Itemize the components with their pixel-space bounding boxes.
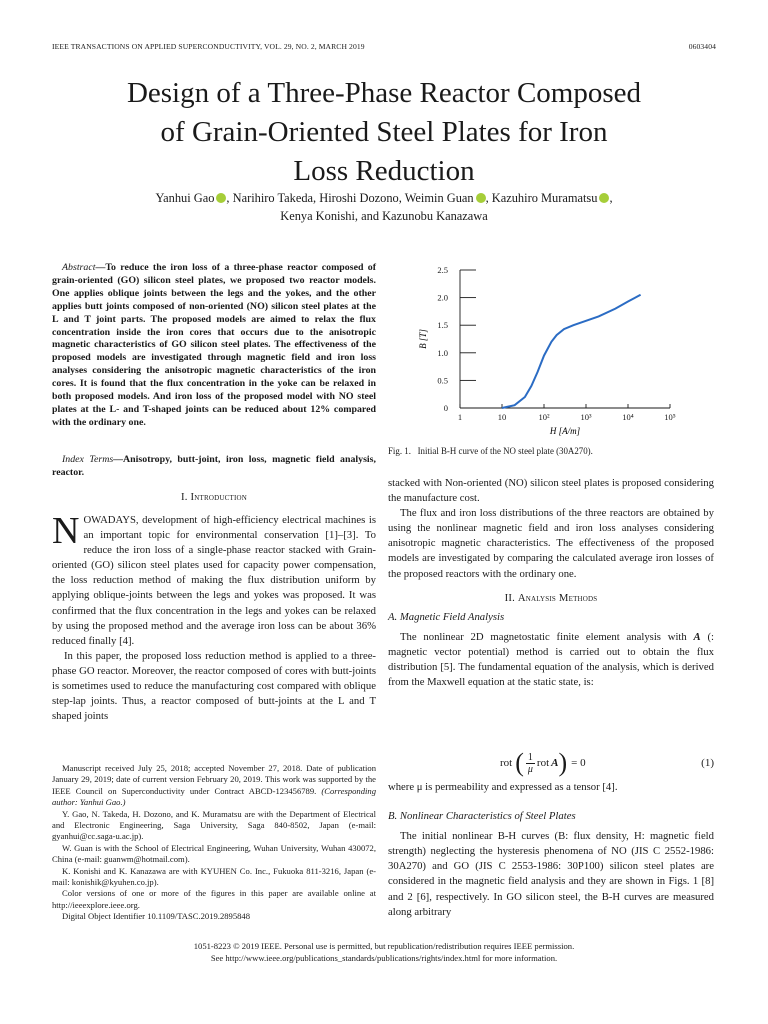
orcid-icon[interactable] — [476, 193, 486, 203]
x-tick-label: 10 — [497, 412, 507, 422]
figure-caption — [388, 446, 593, 456]
paragraph: The initial nonlinear B-H curves (B: flux density, H: magnetic field strength) neglecting the hysteresis phenomena of NO (JIS C 2552-1986: 30A270) and GO (JIS C 2553-1986: 30P100) silicon steel plates are considered in the magnetic field analysis and they are shown in Figs. 1 [8] and 2 [6], respectively. In GO silicon steel, the B-H curves are measured along arbitrary — [388, 830, 714, 918]
doi: Digital Object Identifier 10.1109/TASC.2019.2895848 — [62, 911, 251, 922]
eq-numerator: 1 — [527, 751, 533, 763]
eq-rot: rot — [536, 757, 550, 769]
footnotes — [52, 763, 376, 923]
x-tick-label: 10³ — [580, 412, 592, 422]
x-tick-label: 10⁴ — [622, 412, 634, 422]
copyright-line: 1051-8223 © 2019 IEEE. Personal use is permitted, but republication/redistribution requires IEEE permission. — [193, 941, 575, 951]
copyright-notice — [60, 940, 708, 964]
paragraph: where μ is permeability and expressed as a tensor [4]. — [388, 781, 618, 793]
footnote: K. Konishi and K. Kanazawa are with KYUHEN Co. Inc., Fukuoka 811-3216, Japan (e-mail: konishik@kyuhen.co.jp). — [52, 865, 376, 888]
series-line — [502, 295, 641, 408]
paragraph-text: (: magnetic vector potential) method is carried out to obtain the flux distribution [5]. The fundamental equation of the analysis, which is derived from the Maxwell equation at the static state, is: — [388, 630, 714, 689]
x-tick-label: 10² — [538, 412, 550, 422]
index-terms-label: Index Terms — [62, 454, 114, 465]
dropcap: N — [52, 510, 80, 552]
article-number: 0603404 — [688, 42, 716, 51]
orcid-icon[interactable] — [599, 193, 609, 203]
y-tick-label: 0.5 — [437, 375, 448, 386]
bh-curve-chart — [408, 258, 708, 442]
author-name: , Kazuhiro Muramatsu — [485, 191, 598, 205]
y-tick-label: 2.0 — [437, 292, 448, 303]
right-column-body-2 — [388, 780, 714, 920]
abstract-label: Abstract — [62, 262, 96, 273]
title-line: Design of a Three-Phase Reactor Composed — [126, 77, 642, 109]
caption-text: Initial B-H curve of the NO steel plate (30A270). — [417, 446, 593, 456]
orcid-icon[interactable] — [216, 193, 226, 203]
author-name: , Narihiro Takeda, Hiroshi Dozono, Weimin Guan — [226, 191, 474, 205]
paper-title — [60, 74, 708, 191]
author-list — [60, 189, 708, 225]
paragraph-text: OWADAYS, development of high-efficiency electrical machines is an important topic for environmental conservation [1]–[3]. To reduce the iron loss of a single-phase reactor stacked with Grain-oriented (GO) silicon steel plates used for capacity power compensation, the loss reduction method of making the flux distribution uniform by applying oblique-joints between the legs and yokes was proposed. It was confirmed that the flux concentration in the legs and yokes can be relaxed by using the proposed method and the average iron loss can be about 36% reduced finally [4]. — [52, 514, 376, 647]
intro-body — [52, 510, 376, 724]
author-line: Kenya Konishi, and Kazunobu Kanazawa — [280, 209, 488, 223]
corresponding-author: (Corresponding author: Yanhui Gao.) — [52, 785, 376, 808]
subsection-heading: A. Magnetic Field Analysis — [388, 610, 505, 623]
eq-rot: rot — [500, 757, 513, 769]
index-terms — [52, 454, 376, 480]
x-tick-label: 10⁵ — [664, 412, 676, 422]
abstract — [52, 262, 376, 430]
section-heading — [388, 591, 714, 606]
subsection-heading: B. Nonlinear Characteristics of Steel Plates — [388, 810, 576, 823]
y-axis-label: B [T] — [418, 329, 428, 349]
section-title: Introduction — [190, 491, 248, 503]
y-tick-label: 1.0 — [437, 347, 448, 358]
y-tick-label: 2.5 — [437, 265, 448, 275]
author-separator: , — [609, 191, 613, 205]
footnote: Color versions of one or more of the figures in this paper are available online at http://ieeexplore.ieee.org. — [52, 888, 376, 910]
y-tick-label: 1.5 — [437, 320, 448, 331]
paragraph: stacked with Non-oriented (NO) silicon steel plates is proposed considering the manufacture cost. — [388, 477, 714, 505]
paragraph: In this paper, the proposed loss reduction method is applied to a three-phase GO reactor. Moreover, the reactor composed of cores with butt-joints is sometimes used to reduce the manufacturing cost compared with oblique step-lap joints. Thus, a reactor composed of butt-joints at the L and T shaped joints — [52, 649, 376, 723]
section-number: II. — [504, 591, 518, 604]
paragraph — [388, 630, 714, 690]
author-name: Yanhui Gao — [155, 191, 215, 205]
footnote: Y. Gao, N. Takeda, H. Dozono, and K. Muramatsu are with the Department of Electrical and Electronic Engineering, Saga University, Saga 840-8502, Japan (e-mail: gyanhui@cc.saga-u.ac.jp). — [52, 808, 376, 842]
equation-1: rot ( $\frac{1}{\mu}$ rot A ) = 0 (1) — [500, 748, 714, 777]
figure-label: Fig. 1. — [388, 446, 411, 456]
right-column-body — [388, 476, 714, 690]
index-terms-text: —Anisotropy, butt-joint, iron loss, magnetic field analysis, reactor. — [52, 454, 376, 478]
y-tick-label: 0 — [443, 403, 448, 413]
journal-header: IEEE TRANSACTIONS ON APPLIED SUPERCONDUCTIVITY, VOL. 29, NO. 2, MARCH 2019 — [52, 42, 365, 51]
section-heading — [52, 490, 376, 505]
paragraph — [52, 510, 376, 649]
title-line: of Grain-Oriented Steel Plates for Iron — [160, 116, 608, 148]
paragraph-text: The nonlinear 2D magnetostatic finite element analysis with — [400, 630, 694, 643]
abstract-text: —To reduce the iron loss of a three-phase reactor composed of grain-oriented (GO) silicon steel plates, we proposed two reactor models. One applies oblique joints between the legs and the yokes, and the other applies butt joints composed of non-oriented (NO) silicon steel plates at the L and T joint parts. The proposed models are aimed to relax the flux concentration inside the iron cores that occurs due to the anisotropic magnetic characteristics of GO silicon steel plates. The effectiveness of the proposed models are investigated through magnetic field and iron loss analyses considering the anisotropic magnetic characteristics of the iron cores. It is found that the flux concentration in the yoke can be relaxed in both proposed models. And iron loss of the proposed model with NO steel plates at the L- and T-shaped joints can be reduced about 12% compared with the ordinary one. — [52, 262, 376, 428]
eq-rhs: = 0 — [571, 757, 586, 769]
footnote: W. Guan is with the School of Electrical Engineering, Wuhan University, Wuhan 430072, China (e-mail: guanwm@hotmail.com). — [52, 842, 376, 865]
eq-vector: A — [551, 757, 559, 769]
x-tick-label: 1 — [457, 412, 463, 422]
vector-symbol: A — [693, 630, 701, 643]
footnote — [52, 763, 376, 809]
eq-denominator: μ — [527, 763, 533, 775]
paragraph: The flux and iron loss distributions of the three reactors are obtained by using the nonlinear magnetic field and iron loss analyses considering anisotropic magnetic characteristics. The effectiveness of the proposed models are investigated by comparing the calculated average iron losses of the proposed reactors with the ordinary one. — [388, 507, 714, 580]
section-number: I. — [180, 491, 191, 503]
section-title: Analysis Methods — [517, 591, 598, 604]
x-axis-label: H [A/m] — [549, 426, 581, 436]
footnote-text: Manuscript received July 25, 2018; accepted November 27, 2018. Date of publication January 29, 2019; date of current version February 20, 2019. This work was supported by the IEEE Council on Superconductivity under Contract ABCD-123456789. — [52, 763, 376, 796]
copyright-line: See http://www.ieee.org/publications_standards/publications/rights/index.html for more information. — [210, 953, 558, 963]
equation-number: (1) — [701, 757, 714, 769]
title-line: Loss Reduction — [293, 155, 475, 187]
